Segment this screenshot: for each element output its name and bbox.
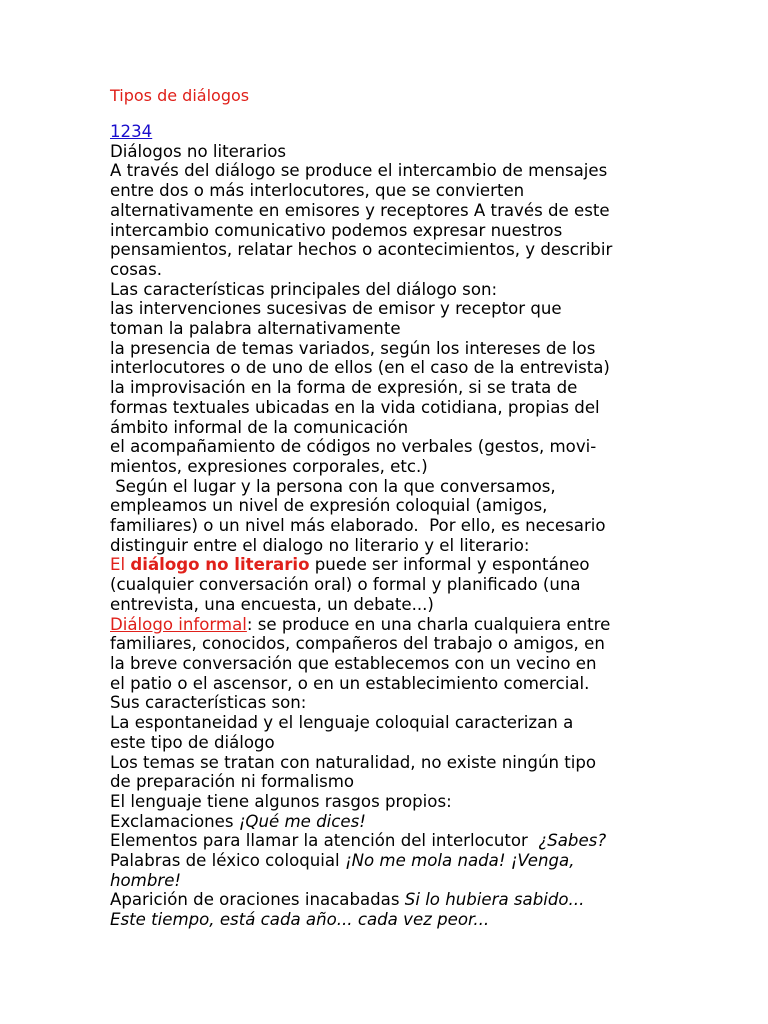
page-link[interactable]: 1234 — [110, 122, 153, 141]
text-line: distinguir entre el dialogo no literario y el literario: — [110, 535, 530, 555]
informal-line — [110, 615, 760, 635]
subheading: Diálogos no literarios — [110, 141, 287, 161]
text-line: familiares, conocidos, compañeros del trabajo o amigos, en — [110, 634, 605, 654]
informal-rest: : se produce en una charla cualquiera entre — [246, 614, 611, 634]
exclamations-label: Exclamaciones — [110, 811, 239, 831]
exclamations-example: ¡Qué me dices! — [238, 811, 366, 831]
text-line: la improvisación en la forma de expresión, si se trata de — [110, 378, 578, 398]
text-line: empleamos un nivel de expresión coloquial (amigos, — [110, 496, 548, 516]
text-line: toman la palabra alternativamente — [110, 319, 401, 339]
text-line: mientos, expresiones corporales, etc.) — [110, 456, 428, 476]
text-line: ámbito informal de la comunicación — [110, 417, 409, 437]
lexicon-example-continued: hombre! — [110, 870, 182, 890]
text-line: cosas. — [110, 259, 163, 279]
lexicon-line — [110, 851, 760, 871]
text-line: La espontaneidad y el lenguaje coloquial caracterizan a — [110, 713, 574, 733]
unfinished-label: Aparición de oraciones inacabadas — [110, 890, 405, 910]
text-line: Los temas se tratan con naturalidad, no existe ningún tipo — [110, 752, 597, 772]
nonliterary-prefix: El — [110, 555, 131, 575]
nonliterary-line — [110, 555, 760, 575]
text-line: el acompañamiento de códigos no verbales (gestos, movi- — [110, 437, 597, 457]
attention-label: Elementos para llamar la atención del interlocutor — [110, 831, 539, 851]
nonliterary-term: diálogo no literario — [130, 555, 310, 575]
informal-term: Diálogo informal — [110, 614, 247, 634]
unfinished-example-continued: Este tiempo, está cada año... cada vez peor... — [110, 910, 490, 930]
text-line: familiares) o un nivel más elaborado. Por ello, es necesario — [110, 516, 606, 536]
text-line: Las características principales del diálogo son: — [110, 279, 498, 299]
text-line: la breve conversación que establecemos con un vecino en — [110, 653, 597, 673]
unfinished-example: Si lo hubiera sabido... — [404, 890, 585, 910]
page-links — [110, 122, 760, 142]
text-line: las intervenciones sucesivas de emisor y receptor que — [110, 299, 562, 319]
attention-example: ¿Sabes? — [538, 831, 607, 851]
text-line: Sus características son: — [110, 693, 307, 713]
text-line: este tipo de diálogo — [110, 732, 275, 752]
text-line: entrevista, una encuesta, un debate...) — [110, 594, 434, 614]
unfinished-line — [110, 890, 760, 910]
attention-line — [110, 831, 760, 851]
text-line: pensamientos, relatar hechos o acontecimientos, y describir — [110, 240, 613, 260]
text-line: de preparación ni formalismo — [110, 772, 355, 792]
lexicon-label: Palabras de léxico coloquial — [110, 851, 345, 871]
text-line: interlocutores o de uno de ellos (en el caso de la entrevista) — [110, 358, 610, 378]
nonliterary-rest: puede ser informal y espontáneo — [309, 555, 590, 575]
text-line: formas textuales ubicadas en la vida cotidiana, propias del — [110, 397, 600, 417]
text-line: (cualquier conversación oral) o formal y planificado (una — [110, 575, 581, 595]
text-line: entre dos o más interlocutores, que se convierten — [110, 181, 525, 201]
lexicon-example: ¡No me mola nada! ¡Venga, — [344, 851, 575, 871]
text-line: la presencia de temas variados, según los intereses de los — [110, 338, 596, 358]
text-line: Según el lugar y la persona con la que conversamos, — [110, 476, 556, 496]
text-line: el patio o el ascensor, o en un establecimiento comercial. — [110, 673, 590, 693]
text-line: El lenguaje tiene algunos rasgos propios: — [110, 791, 452, 811]
document-body — [110, 122, 760, 930]
text-line: intercambio comunicativo podemos expresar nuestros — [110, 220, 563, 240]
document-title: Tipos de diálogos — [110, 86, 250, 105]
exclamations-line — [110, 812, 760, 832]
text-line: A través del diálogo se produce el intercambio de mensajes — [110, 161, 608, 181]
text-line: alternativamente en emisores y receptores A través de este — [110, 200, 610, 220]
